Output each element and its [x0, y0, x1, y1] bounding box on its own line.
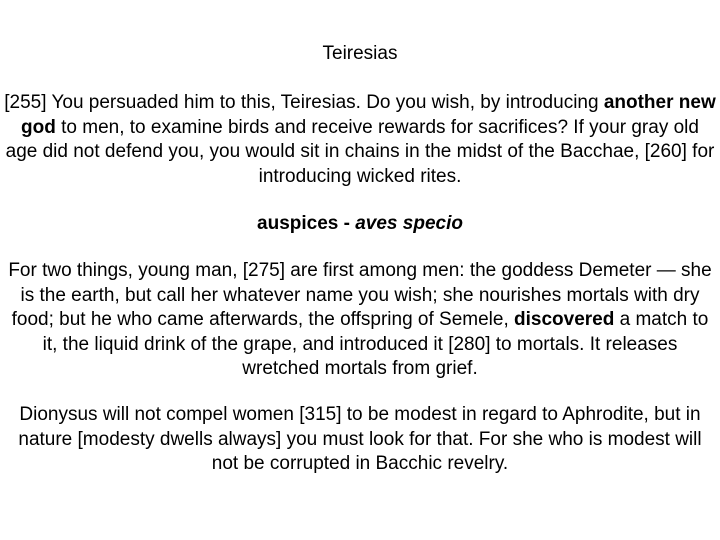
paragraph-text: a match to it, the liquid drink of the grape, and introduced it [280] to mortals. It releases wretched mortals from grief.: [42, 309, 709, 379]
paragraph-auspices: [4, 212, 716, 237]
paragraph-teiresias-speech: [4, 91, 716, 189]
emphasis-new-god: another new god: [21, 92, 716, 138]
emphasis-discovered: discovered: [514, 309, 615, 330]
paragraph-text: [255] You persuaded him to this, Teiresias. Do you wish, by introducing: [4, 92, 604, 113]
paragraph-text: For two things, young man, [275] are first among men: the goddess Demeter — she is the earth, but call her whatever name you wish; she nourishes mortals with dry food; but he who came afterwards, the offspring of Semele,: [8, 260, 712, 330]
paragraph-demeter-dionysus: [4, 259, 716, 382]
slide-title: Teiresias: [322, 43, 398, 64]
paragraph-modesty: [4, 403, 716, 477]
term-auspices: auspices -: [257, 213, 356, 234]
paragraph-text: Dionysus will not compel women [315] to be modest in regard to Aphrodite, but in nature [modesty dwells always] you must look for that. For she who is modest will not be corrupted in Bacchic revelry.: [18, 404, 702, 474]
latin-etymology: aves specio: [355, 213, 463, 234]
paragraph-text: to men, to examine birds and receive rewards for sacrifices? If your gray old age did not defend you, you would sit in chains in the midst of the Bacchae, [260] for introducing wicked rites.: [5, 116, 715, 187]
